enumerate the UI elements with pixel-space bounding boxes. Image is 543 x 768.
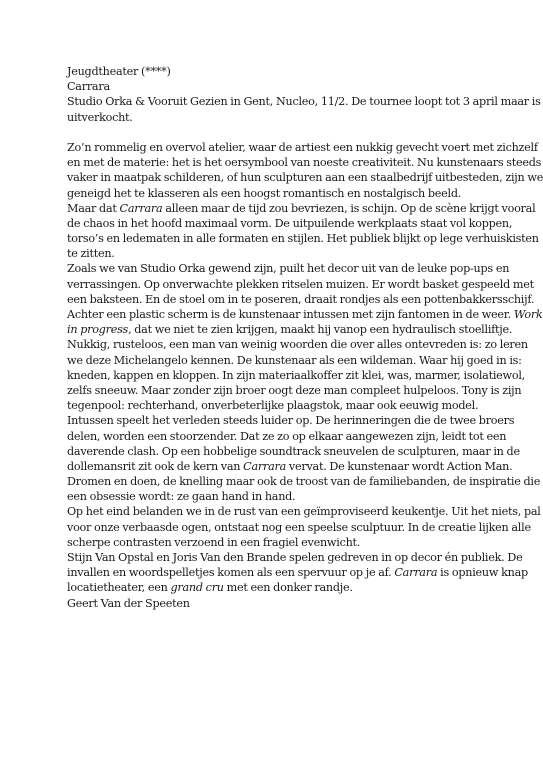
italic-text: Carrara xyxy=(243,459,287,473)
body-line xyxy=(67,429,507,444)
body-line xyxy=(67,216,513,231)
text-segment: invallen en woordspelletjes komen als een spervuur op je af. xyxy=(67,566,395,580)
body-line xyxy=(67,246,487,261)
body-line xyxy=(67,231,539,246)
title-line: Carrara xyxy=(67,80,110,94)
text-segment: Achter een plastic scherm is de kunstenaar intussen met zijn fantomen in de weer. xyxy=(67,308,514,321)
body-line xyxy=(67,413,515,428)
body-line xyxy=(67,322,513,337)
body-line xyxy=(67,489,487,504)
text-segment: Stijn Van Opstal en Joris Van den Brande spelen gedreven in op decor én publiek. De xyxy=(67,551,523,564)
italic-text: grand cru xyxy=(170,581,224,595)
text-segment: verrassingen. Op onverwachte plekken ritselen muizen. Er wordt basket gespeeld met xyxy=(67,277,534,291)
author-line: Geert Van der Speeten xyxy=(67,596,190,610)
body-line xyxy=(67,201,536,216)
text-segment: te zitten. xyxy=(67,247,115,261)
body-line xyxy=(67,353,522,368)
text-segment: voor onze verbaasde ogen, ontstaat nog een speelse sculptuur. In de creatie lijken alle xyxy=(67,520,531,534)
body-line xyxy=(67,550,523,565)
text-segment: Zoals we van Studio Orka gewend zijn, puilt het decor uit van de leuke pop-ups en xyxy=(67,262,510,276)
text-segment: Nukkig, rusteloos, een man van weinig woorden die over alles ontevreden is: zo leren xyxy=(67,338,528,352)
body-line xyxy=(67,261,510,276)
body-line xyxy=(67,186,487,201)
italic-text: in progress xyxy=(67,323,129,337)
info-line-1: Studio Orka & Vooruit Gezien in Gent, Nucleo, 11/2. De tournee loopt tot 3 april maar is xyxy=(67,95,541,109)
text-segment: Dromen en doen, de knelling maar ook de troost van de familiebanden, de inspiratie die xyxy=(67,475,541,489)
body-line xyxy=(67,368,525,383)
body-line xyxy=(67,383,522,398)
body-line xyxy=(67,504,541,519)
italic-text: Carrara xyxy=(119,201,163,215)
body-text xyxy=(67,140,543,596)
text-segment: de chaos in het hoofd maximaal vorm. De uitpuilende werkplaats staat vol koppen, xyxy=(67,216,513,230)
body-line xyxy=(67,474,541,489)
info-line-2: uitverkocht. xyxy=(67,110,133,124)
text-segment: daverende clash. Op een hobbelige soundtrack sneuvelen de sculpturen, maar in de xyxy=(67,444,520,458)
text-segment: Zo’n rommelig en overvol atelier, waar de artiest een nukkig gevecht voert met zichzelf xyxy=(67,140,538,154)
body-line xyxy=(67,140,538,155)
text-segment: Maar dat xyxy=(67,201,120,215)
body-line xyxy=(67,580,487,595)
body-line xyxy=(67,398,487,413)
body-line xyxy=(67,444,520,459)
text-segment: locatietheater, een xyxy=(67,581,171,595)
text-segment: kneden, kappen en kloppen. In zijn materiaalkoffer zit klei, was, marmer, isolatiewol, xyxy=(67,368,525,382)
text-segment: is opnieuw knap xyxy=(437,566,528,580)
body-line xyxy=(67,292,535,307)
body-line xyxy=(67,337,528,352)
text-segment: alleen maar de tijd zou bevriezen, is schijn. Op de scène krijgt vooral xyxy=(162,201,536,215)
text-segment: met een donker randje. xyxy=(223,581,353,595)
text-segment: een obsessie wordt: ze gaan hand in hand. xyxy=(67,490,296,504)
italic-text: Carrara xyxy=(394,566,438,580)
body-line xyxy=(67,155,542,170)
text-segment: Op het eind belanden we in de rust van een geïmproviseerd keukentje. Uit het niets, pal xyxy=(67,505,541,519)
text-segment: dollemansrit zit ook de kern van xyxy=(67,459,244,473)
body-line xyxy=(67,459,513,474)
body-line xyxy=(67,277,534,292)
text-segment: , dat we niet te zien krijgen, maakt hij vanop een hydraulisch stoelliftje. xyxy=(128,323,513,337)
text-segment: en met de materie: het is het oersymbool van noeste creativiteit. Nu kunstenaars steeds xyxy=(67,156,542,170)
text-segment: geneigd het te klasseren als een hoogst romantisch en nostalgisch beeld. xyxy=(67,186,462,200)
italic-text: Work xyxy=(513,308,543,321)
text-segment: torso’s en ledematen in alle formaten en stijlen. Het publiek blijkt op lege verhuiskisten xyxy=(67,232,539,246)
text-segment: delen, worden een stoorzender. Dat ze zo op elkaar aangewezen zijn, leidt tot een xyxy=(67,429,507,443)
body-line xyxy=(67,307,543,322)
article-body xyxy=(67,64,543,611)
body-line xyxy=(67,565,528,580)
paragraph-gap xyxy=(67,125,487,140)
body-line xyxy=(67,520,531,535)
text-segment: vervat. De kunstenaar wordt Action Man. xyxy=(286,459,513,473)
text-segment: vaker in maatpak schilderen, of hun sculpturen aan een staalbedrijf uitbesteden, zijn we xyxy=(67,171,543,185)
category-line: Jeugdtheater (****) xyxy=(67,65,171,78)
text-segment: een baksteen. En de stoel om in te poseren, draait rondjes als een pottenbakkersschijf. xyxy=(67,292,535,306)
text-segment: zelfs sneeuw. Maar zonder zijn broer oogt deze man compleet hulpeloos. Tony is zijn xyxy=(67,383,522,397)
body-line xyxy=(67,535,487,550)
text-segment: we deze Michelangelo kennen. De kunstenaar als een wildeman. Waar hij goed in is: xyxy=(67,353,522,367)
text-segment: Intussen speelt het verleden steeds luider op. De herinneringen die de twee broers xyxy=(67,414,515,428)
text-segment: scherpe contrasten verzoend in een fragiel evenwicht. xyxy=(67,535,361,549)
body-line xyxy=(67,170,543,185)
text-segment: tegenpool: rechterhand, onverbeterlijke plaagstok, maar ook eeuwig model. xyxy=(67,399,479,413)
